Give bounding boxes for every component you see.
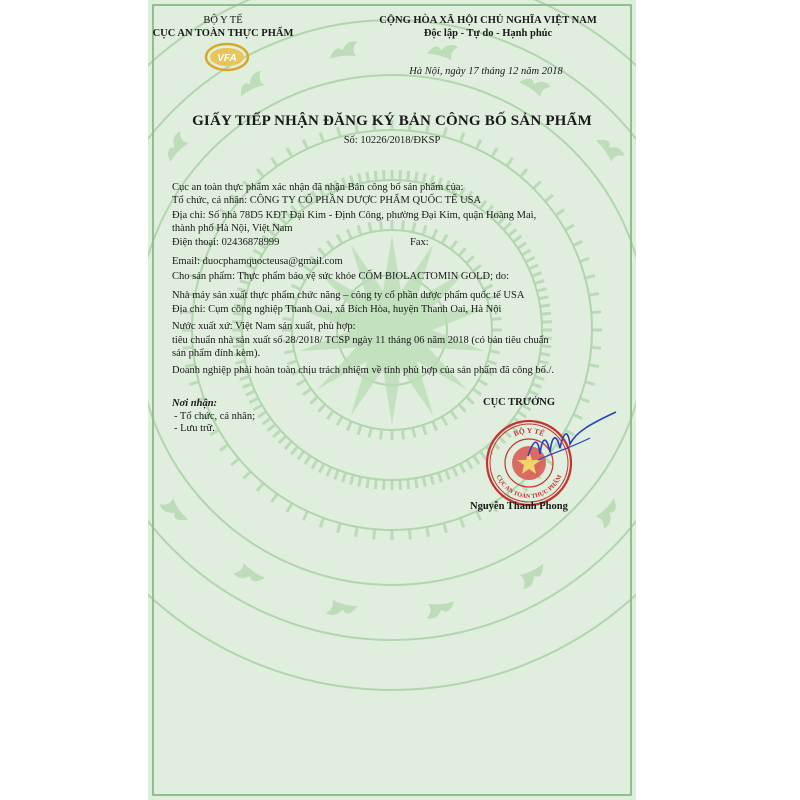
drum-tick xyxy=(591,312,601,313)
drum-bird-motif xyxy=(234,70,268,98)
drum-tick xyxy=(433,230,437,239)
drum-tick xyxy=(236,361,246,363)
drum-tick xyxy=(542,322,552,323)
header-left xyxy=(148,14,298,40)
drum-tick xyxy=(246,391,255,395)
drum-tick xyxy=(580,258,589,261)
drum-tick xyxy=(473,389,481,395)
svg-text:BỘ Y TẾ: BỘ Y TẾ xyxy=(512,425,546,439)
drum-tick xyxy=(356,527,358,537)
organization-line: Tổ chức, cá nhân: CÔNG TY CỔ PHẦN DƯỢC PHẨM QUỐC TẾ USA xyxy=(172,195,482,206)
drum-tick xyxy=(384,480,385,490)
drum-tick xyxy=(408,479,409,489)
drum-tick xyxy=(529,265,538,269)
drum-tick xyxy=(358,425,361,435)
drum-tick xyxy=(474,456,479,464)
drum-tick xyxy=(492,148,497,157)
drum-tick xyxy=(423,477,425,487)
drum-tick xyxy=(466,256,473,263)
drum-tick xyxy=(467,460,472,469)
drum-tick xyxy=(535,281,545,284)
drum-tick xyxy=(319,464,324,473)
drum-tick xyxy=(444,523,447,533)
drum-tick xyxy=(327,467,331,476)
drum-tick xyxy=(337,417,342,426)
drum-tick xyxy=(533,182,540,189)
drum-tick xyxy=(318,404,325,411)
drum-tick xyxy=(591,347,601,348)
drum-bird-motif xyxy=(328,41,360,61)
drum-tick xyxy=(369,222,371,232)
drum-tick xyxy=(513,236,521,242)
drum-tick xyxy=(504,223,511,230)
drum-tick xyxy=(375,171,376,181)
drum-tick xyxy=(403,221,404,231)
drum-tick xyxy=(442,417,447,426)
drum-tick xyxy=(320,518,323,527)
standard-line: tiêu chuẩn nhà sản xuất số 28/2018/ TCSP ngày 11 tháng 06 năm 2018 (có bản tiêu chuẩn xyxy=(172,335,549,346)
drum-tick xyxy=(272,494,278,502)
drum-tick xyxy=(263,418,271,424)
drum-tick xyxy=(438,473,441,483)
responsibility-line: Doanh nghiệp phải hoàn toàn chịu trách nhiệm về tính phù hợp của sản phẩm đã công bố./. xyxy=(172,365,554,376)
drum-tick xyxy=(526,257,535,262)
drum-bird-motif xyxy=(516,562,550,590)
drum-tick xyxy=(573,241,582,245)
document-number: Số: 10226/2018/ĐKSP xyxy=(343,135,441,146)
svg-text:CỤC AN TOÀN THỰC PHẨM: CỤC AN TOÀN THỰC PHẨM xyxy=(494,473,564,501)
drum-tick xyxy=(539,297,549,299)
signature-scribble-icon xyxy=(520,408,620,478)
svg-text:VFA: VFA xyxy=(217,53,237,64)
drum-tick xyxy=(423,425,426,435)
certificate-page xyxy=(148,0,636,800)
drum-bird-motif xyxy=(159,495,190,528)
drum-tick xyxy=(268,424,276,430)
drum-tick xyxy=(540,354,550,356)
recipients-heading: Nơi nhận: xyxy=(172,398,218,409)
signatory-title: CỤC TRƯỞNG xyxy=(483,397,556,408)
drum-tick xyxy=(453,467,457,476)
signatory-name: Nguyễn Thanh Phong xyxy=(470,501,568,512)
drum-tick xyxy=(556,210,564,216)
page-title: GIẤY TIẾP NHẬN ĐĂNG KÝ BẢN CÔNG BỐ SẢN PHẨM xyxy=(192,113,592,129)
drum-tick xyxy=(231,459,239,465)
drum-tick xyxy=(312,460,317,469)
drum-tick xyxy=(351,475,354,485)
drum-tick xyxy=(460,464,465,473)
drum-tick xyxy=(442,235,447,244)
drum-tick xyxy=(529,391,538,395)
drum-tick xyxy=(537,289,547,292)
drum-tick xyxy=(273,430,280,437)
drum-tick xyxy=(413,428,415,438)
drum-tick xyxy=(507,158,513,166)
drum-tick xyxy=(539,361,549,363)
drum-tick xyxy=(565,225,574,230)
drum-tick xyxy=(375,479,376,489)
drum-tick xyxy=(446,470,450,479)
drum-tick xyxy=(249,398,258,403)
drum-tick xyxy=(521,169,527,177)
drum-tick xyxy=(359,477,361,487)
drum-tick xyxy=(423,225,426,235)
drum-tick xyxy=(403,430,404,440)
drum-tick xyxy=(585,382,595,385)
body-line-1: Cục an toàn thực phẩm xác nhận đã nhận Bản công bố sản phẩm của: xyxy=(172,182,464,193)
drum-tick xyxy=(369,428,371,438)
drum-tick xyxy=(589,365,599,367)
drum-tick xyxy=(303,511,307,520)
address-line-cont: thành phố Hà Nội, Việt Nam xyxy=(172,223,293,234)
standard-line-cont: sản phẩm đính kèm). xyxy=(172,348,261,359)
drum-tick xyxy=(413,222,415,232)
drum-tick xyxy=(459,404,466,411)
manufacturer-line: Nhà máy sản xuất thực phẩm chức năng – công ty cổ phần dược phẩm quốc tế USA xyxy=(172,290,525,301)
drum-tick xyxy=(310,397,317,404)
drum-tick xyxy=(338,523,341,533)
drum-tick xyxy=(220,445,228,451)
drum-tick xyxy=(374,529,375,539)
vfa-logo-icon xyxy=(204,42,250,72)
drum-tick xyxy=(343,473,346,483)
drum-tick xyxy=(285,442,292,449)
drum-tick xyxy=(297,380,306,385)
drum-tick xyxy=(243,384,252,388)
drum-tick xyxy=(279,436,286,443)
drum-bird-motif xyxy=(424,599,456,619)
drum-tick xyxy=(189,382,199,385)
drum-tick xyxy=(257,169,263,177)
drum-tick xyxy=(541,313,551,314)
drum-tick xyxy=(298,451,304,459)
drum-tick xyxy=(257,483,263,491)
drum-tick xyxy=(427,527,429,537)
drum-tick xyxy=(522,250,531,255)
drum-tick xyxy=(337,235,342,244)
drum-tick xyxy=(431,475,434,485)
header-right xyxy=(348,14,628,40)
drum-tick xyxy=(532,384,541,388)
drum-bird-motif xyxy=(593,497,624,530)
drum-tick xyxy=(303,389,311,395)
ministry-name: BỘ Y TẾ xyxy=(203,15,243,26)
drum-tick xyxy=(400,480,401,490)
email-line: Email: duocphamquocteusa@gmail.com xyxy=(172,256,343,267)
drum-tick xyxy=(585,276,595,279)
manufacturer-address-line: Địa chỉ: Cụm công nghiệp Thanh Oai, xã Bích Hòa, huyện Thanh Oai, Hà Nội xyxy=(172,304,502,315)
drum-tick xyxy=(492,319,502,320)
drum-tick xyxy=(327,241,333,249)
phone-line: Điện thoại: 02436878999 xyxy=(172,237,280,248)
drum-tick xyxy=(287,148,292,157)
drum-tick xyxy=(459,248,466,255)
issue-date: Hà Nội, ngày 17 tháng 12 năm 2018 xyxy=(409,66,563,77)
drum-tick xyxy=(327,411,333,419)
fax-label: Fax: xyxy=(410,237,429,248)
drum-tick xyxy=(291,447,297,455)
drum-tick xyxy=(284,351,294,353)
drum-tick xyxy=(409,529,410,539)
drum-tick xyxy=(400,170,401,180)
drum-tick xyxy=(518,243,526,248)
drum-tick xyxy=(545,195,553,201)
recipient-item: - Tổ chức, cá nhân; xyxy=(174,411,256,422)
drum-tick xyxy=(358,225,361,235)
recipient-item: - Lưu trữ. xyxy=(174,423,215,434)
origin-line: Nước xuất xứ: Việt Nam sản xuất, phù hợp: xyxy=(172,321,356,332)
drum-tick xyxy=(381,221,382,231)
drum-tick xyxy=(589,294,599,296)
drum-tick xyxy=(287,503,292,512)
drum-tick xyxy=(490,351,500,353)
drum-bird-motif xyxy=(426,41,458,61)
drum-tick xyxy=(347,421,351,430)
drum-tick xyxy=(408,171,409,181)
drum-bird-motif xyxy=(233,561,267,589)
drum-tick xyxy=(451,241,457,249)
drum-tick xyxy=(433,421,437,430)
drum-tick xyxy=(460,518,463,527)
drum-tick xyxy=(540,305,550,307)
drum-tick xyxy=(305,456,310,464)
drum-tick xyxy=(509,229,517,235)
agency-name: CỤC AN TOÀN THỰC PHẨM xyxy=(152,28,294,39)
drum-tick xyxy=(381,430,382,440)
nation-name: CỘNG HÒA XÃ HỘI CHỦ NGHĨA VIỆT NAM xyxy=(379,15,597,26)
motto: Độc lập - Tự do - Hạnh phúc xyxy=(423,28,553,39)
drum-bird-motif xyxy=(326,599,358,619)
drum-tick xyxy=(416,478,418,488)
drum-tick xyxy=(580,398,589,401)
drum-tick xyxy=(347,230,351,239)
drum-tick xyxy=(272,158,278,166)
product-line: Cho sản phẩm: Thực phẩm bảo vệ sức khỏe CỐM BIOLACTOMIN GOLD; do: xyxy=(172,271,510,282)
address-line: Địa chỉ: Số nhà 78D5 KĐT Đại Kim - Định Công, phường Đại Kim, quận Hoàng Mai, xyxy=(172,210,537,221)
drum-tick xyxy=(466,397,473,404)
drum-tick xyxy=(384,170,385,180)
drum-tick xyxy=(367,478,369,488)
drum-tick xyxy=(335,470,339,479)
drum-tick xyxy=(479,380,488,385)
drum-tick xyxy=(244,471,251,478)
drum-tick xyxy=(451,411,457,419)
drum-tick xyxy=(532,273,541,277)
drum-tick xyxy=(258,412,266,417)
